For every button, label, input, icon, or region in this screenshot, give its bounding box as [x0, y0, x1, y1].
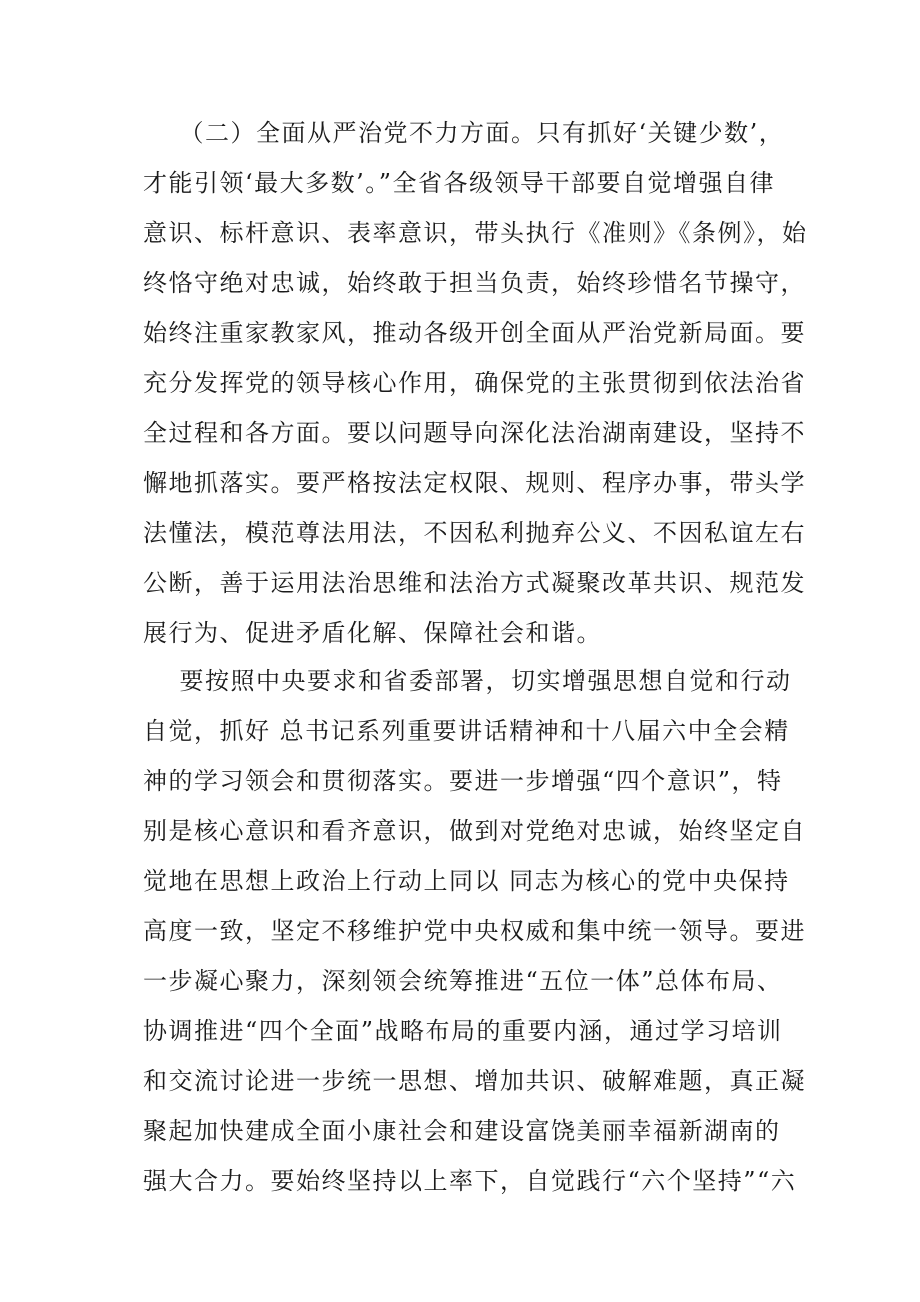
paragraph-2	[143, 656, 806, 1206]
text-line: 协调推进“四个全面”战略布局的重要内涵，通过学习培训	[143, 1017, 783, 1045]
text-line: 和交流讨论进一步统一思想、增加共识、破解难题，真正凝	[143, 1067, 806, 1095]
text-line: 神的学习领会和贯彻落实。要进一步增强“四个意识”，特	[143, 767, 783, 795]
text-line: 要按照中央要求和省委部署，切实增强思想自觉和行动	[143, 667, 792, 695]
text-line: 聚起加快建成全面小康社会和建设富饶美丽幸福新湖南的	[143, 1117, 781, 1145]
text-line: 高度一致，坚定不移维护党中央权威和集中统一领导。要进	[143, 917, 806, 945]
text-line: 一步凝心聚力，深刻领会统筹推进“五位一体”总体布局、	[143, 967, 783, 995]
text-line: 才能引领‘最大多数’。”全省各级领导干部要自觉增强自律	[143, 169, 776, 197]
text-line: 全过程和各方面。要以问题导向深化法治湖南建设，坚持不	[143, 419, 806, 447]
text-line: 展行为、促进矛盾化解、保障社会和谐。	[143, 619, 602, 647]
text-line: 法懂法，模范尊法用法，不因私利抛弃公义、不因私谊左右	[143, 519, 806, 547]
text-line: 公断，善于运用法治思维和法治方式凝聚改革共识、规范发	[143, 569, 806, 597]
text-line: 终恪守绝对忠诚，始终敢于担当负责，始终珍惜名节操守，	[143, 269, 806, 297]
text-line: 别是核心意识和看齐意识，做到对党绝对忠诚，始终坚定自	[143, 817, 806, 845]
text-line: 觉地在思想上政治上行动上同以 同志为核心的党中央保持	[143, 867, 790, 895]
text-line: 懈地抓落实。要严格按法定权限、规则、程序办事，带头学	[143, 469, 806, 497]
text-line: （二）全面从严治党不力方面。只有抓好‘关键少数’，	[143, 119, 785, 147]
text-line: 强大合力。要始终坚持以上率下，自觉践行“六个坚持”“六	[143, 1167, 797, 1195]
text-line: 意识、标杆意识、表率意识，带头执行《准则》《条例》，始	[143, 219, 808, 247]
text-line: 充分发挥党的领导核心作用，确保党的主张贯彻到依法治省	[143, 369, 806, 397]
text-line: 自觉，抓好 总书记系列重要讲话精神和十八届六中全会精	[143, 717, 790, 745]
text-line: 始终注重家教家风，推动各级开创全面从严治党新局面。要	[143, 319, 806, 347]
paragraph-1	[143, 108, 808, 658]
